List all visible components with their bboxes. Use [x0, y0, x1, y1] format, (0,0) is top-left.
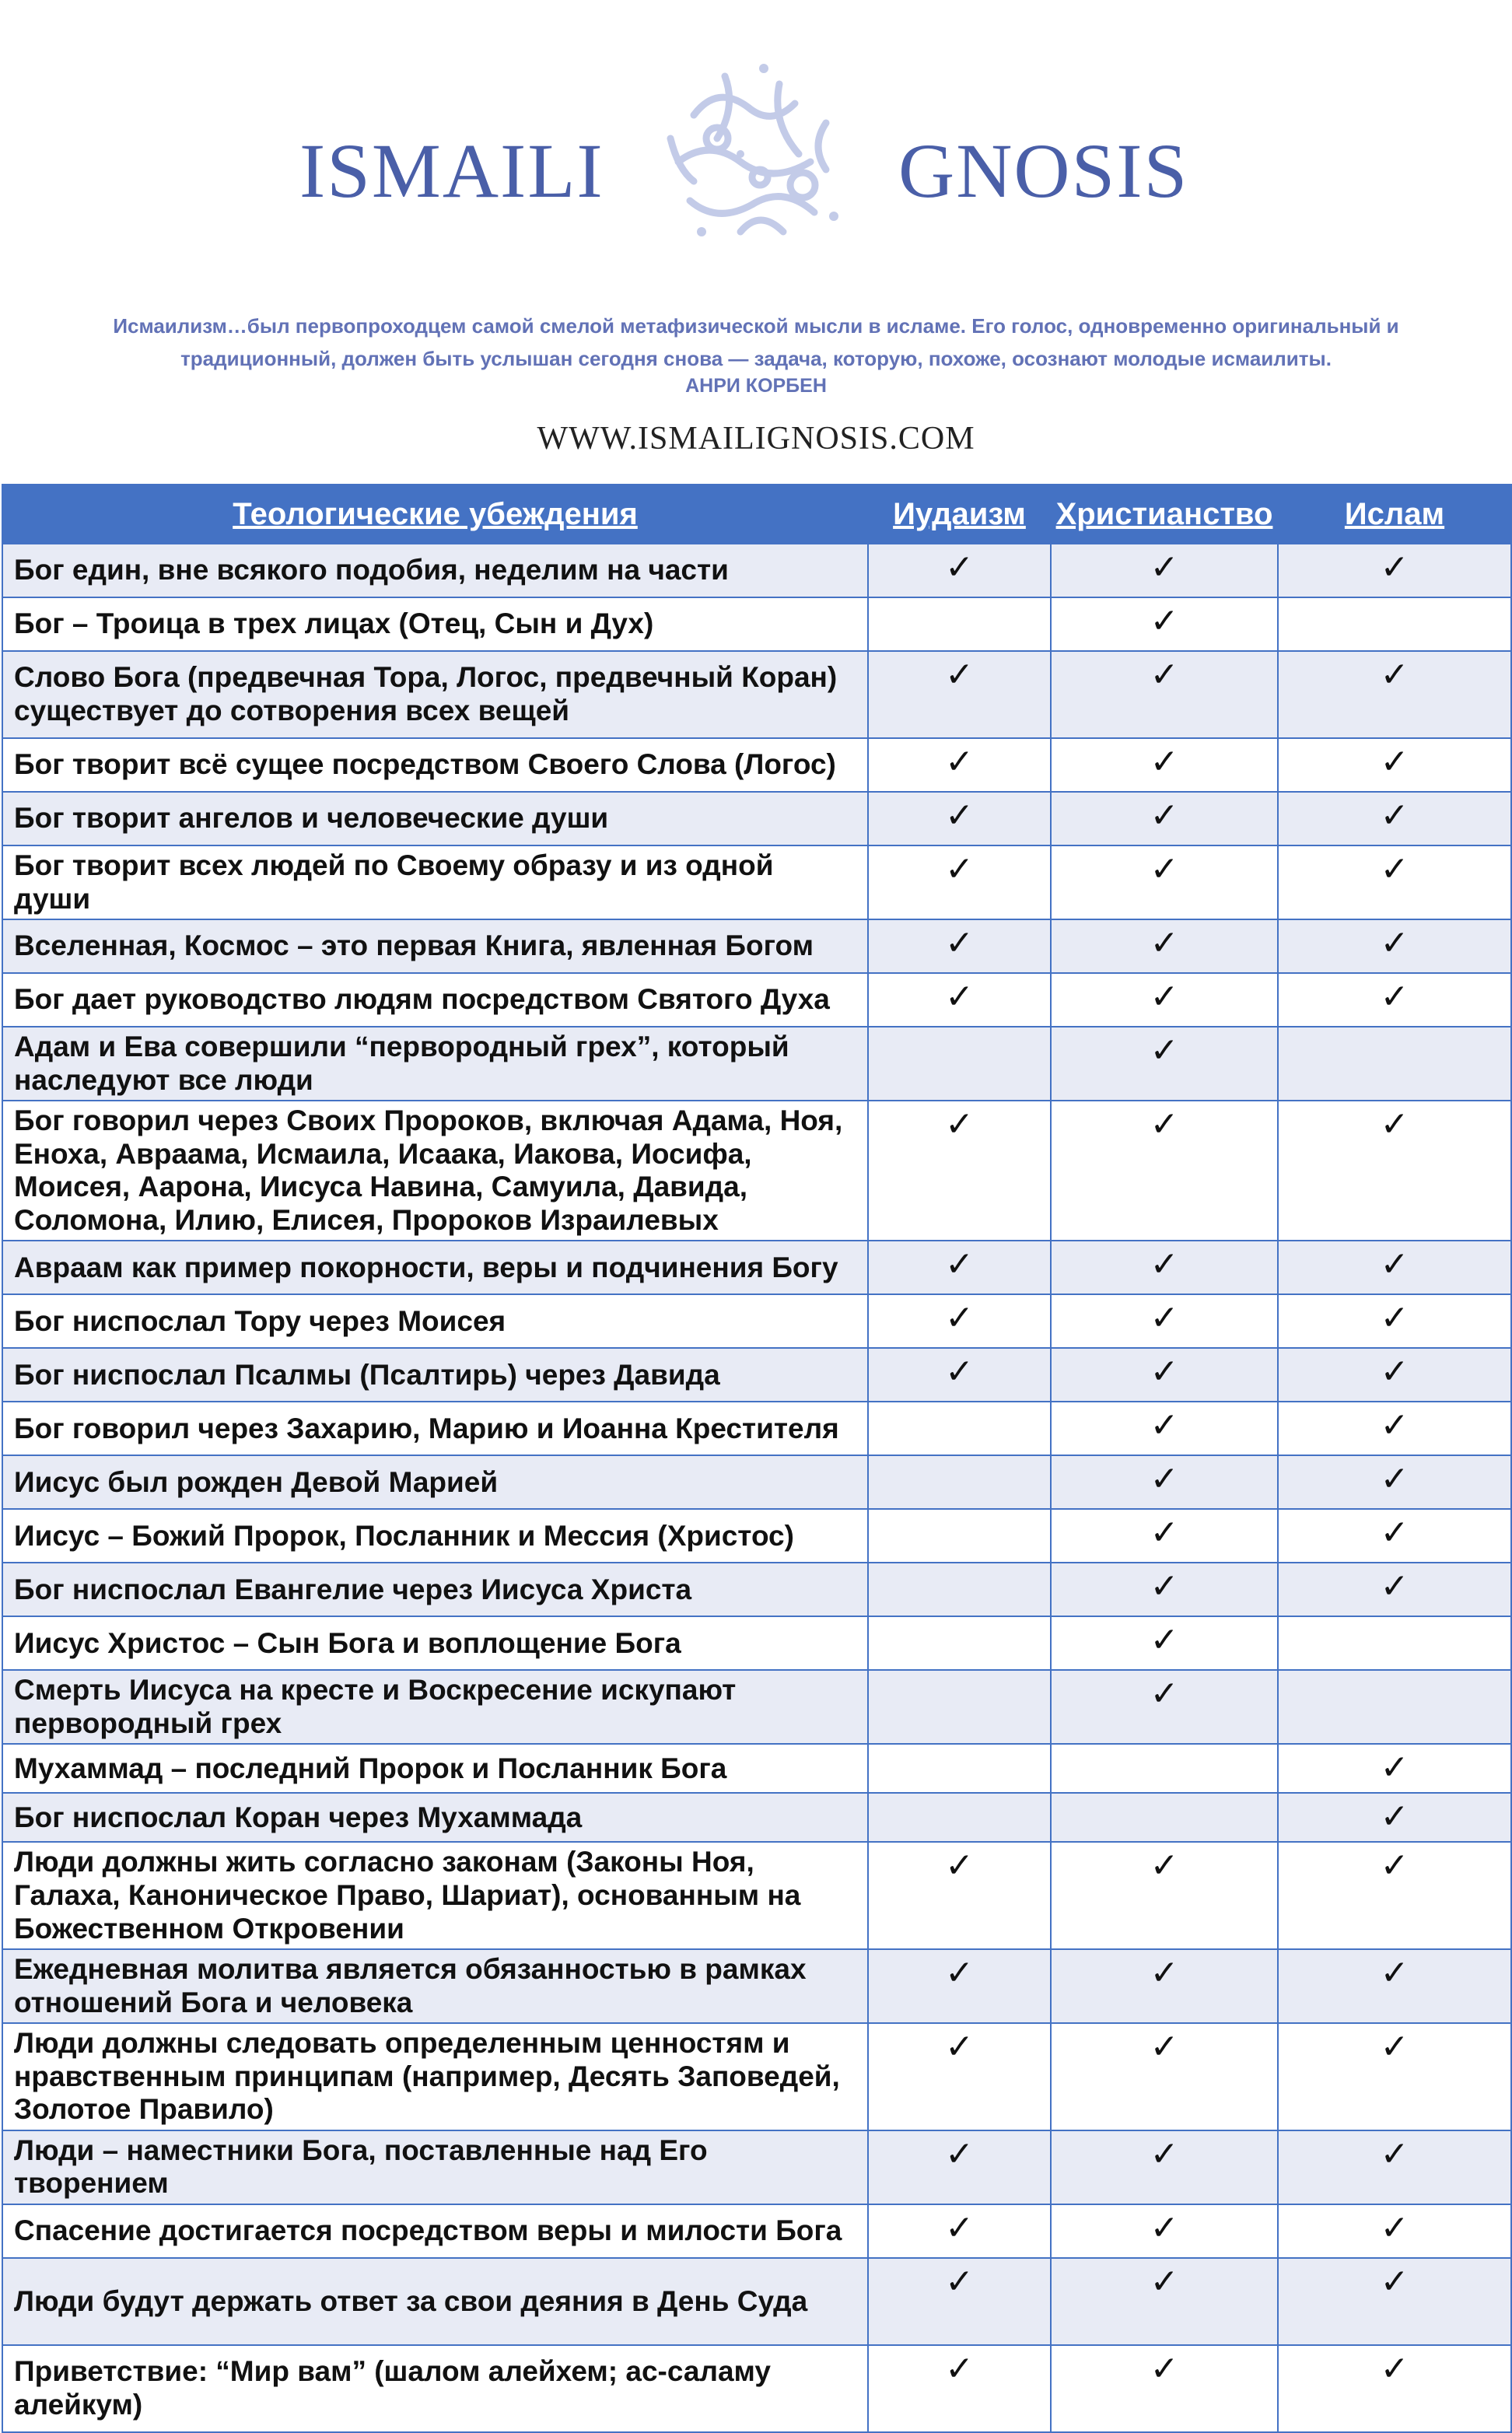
table-row: [2, 1949, 1511, 2023]
judaism-cell: [868, 1670, 1051, 1744]
table-row: [2, 973, 1511, 1027]
judaism-cell: [868, 1616, 1051, 1670]
checkmark-icon: ✓: [1380, 655, 1409, 695]
table-row: [2, 1793, 1511, 1842]
checkmark-icon: ✓: [1150, 2207, 1179, 2248]
belief-cell: Иисус – Божий Пророк, Посланник и Мессия (Христос): [2, 1509, 868, 1563]
judaism-cell: [868, 597, 1051, 651]
checkmark-icon: ✓: [1380, 548, 1409, 587]
checkmark-icon: ✓: [1150, 1567, 1179, 1607]
islam-cell: [1278, 1294, 1511, 1348]
checkmark-icon: ✓: [945, 548, 974, 587]
christianity-cell: [1051, 1793, 1278, 1842]
checkmark-icon: ✓: [1150, 2348, 1179, 2389]
table-row: [2, 1027, 1511, 1101]
christianity-cell: [1051, 1509, 1278, 1563]
belief-cell: Люди будут держать ответ за свои деяния в День Суда: [2, 2258, 868, 2345]
judaism-cell: [868, 651, 1051, 738]
christianity-cell: [1051, 973, 1278, 1027]
christianity-cell: [1051, 1744, 1278, 1793]
table-row: [2, 544, 1511, 597]
checkmark-icon: ✓: [1380, 742, 1409, 782]
judaism-cell: [868, 1793, 1051, 1842]
islam-cell: [1278, 651, 1511, 738]
checkmark-icon: ✓: [1380, 2348, 1409, 2389]
table-row: [2, 1294, 1511, 1348]
belief-cell: Ежедневная молитва является обязанностью в рамках отношений Бога и человека: [2, 1949, 868, 2023]
checkmark-icon: ✓: [1150, 1104, 1179, 1145]
islam-cell: [1278, 1842, 1511, 1949]
checkmark-icon: ✓: [945, 2261, 974, 2302]
belief-cell: Бог дает руководство людям посредством Святого Духа: [2, 973, 868, 1027]
islam-cell: [1278, 2204, 1511, 2258]
checkmark-icon: ✓: [1150, 977, 1179, 1017]
header-beliefs: Теологические убеждения: [2, 485, 868, 544]
table-row: [2, 1241, 1511, 1294]
judaism-cell: [868, 1563, 1051, 1616]
belief-cell: Бог ниспослал Коран через Мухаммада: [2, 1793, 868, 1842]
christianity-cell: [1051, 2258, 1278, 2345]
islam-cell: [1278, 1101, 1511, 1241]
checkmark-icon: ✓: [1380, 1953, 1409, 1994]
checkmark-icon: ✓: [1380, 1846, 1409, 1886]
checkmark-icon: ✓: [1380, 923, 1409, 964]
checkmark-icon: ✓: [945, 2348, 974, 2389]
checkmark-icon: ✓: [1150, 1459, 1179, 1500]
table-row: [2, 2130, 1511, 2204]
table-body: [2, 544, 1511, 2432]
judaism-cell: [868, 919, 1051, 973]
corbin-quote: [93, 310, 1419, 375]
judaism-cell: [868, 973, 1051, 1027]
islam-cell: [1278, 1563, 1511, 1616]
belief-cell: Спасение достигается посредством веры и милости Бога: [2, 2204, 868, 2258]
checkmark-icon: ✓: [1150, 601, 1179, 641]
islam-cell: [1278, 919, 1511, 973]
judaism-cell: [868, 1842, 1051, 1949]
checkmark-icon: ✓: [1380, 2207, 1409, 2248]
belief-cell: Бог творит всё сущее посредством Своего Слова (Логос): [2, 738, 868, 792]
judaism-cell: [868, 2204, 1051, 2258]
christianity-cell: [1051, 1455, 1278, 1509]
islam-cell: [1278, 1744, 1511, 1793]
checkmark-icon: ✓: [945, 796, 974, 835]
checkmark-icon: ✓: [1380, 1298, 1409, 1339]
islam-cell: [1278, 738, 1511, 792]
checkmark-icon: ✓: [1380, 2261, 1409, 2302]
table-row: [2, 1348, 1511, 1402]
checkmark-icon: ✓: [1150, 1406, 1179, 1446]
belief-cell: Бог ниспослал Евангелие через Иисуса Христа: [2, 1563, 868, 1616]
judaism-cell: [868, 2023, 1051, 2130]
judaism-cell: [868, 845, 1051, 919]
checkmark-icon: ✓: [1150, 1352, 1179, 1392]
header-judaism: Иудаизм: [868, 485, 1051, 544]
islam-cell: [1278, 792, 1511, 845]
islam-cell: [1278, 2345, 1511, 2432]
checkmark-icon: ✓: [945, 923, 974, 964]
checkmark-icon: ✓: [1150, 1298, 1179, 1339]
table-row: [2, 2023, 1511, 2130]
checkmark-icon: ✓: [1380, 977, 1409, 1017]
checkmark-icon: ✓: [945, 655, 974, 695]
islam-cell: [1278, 1949, 1511, 2023]
judaism-cell: [868, 792, 1051, 845]
christianity-cell: [1051, 1027, 1278, 1101]
table-row: [2, 651, 1511, 738]
judaism-cell: [868, 1027, 1051, 1101]
christianity-cell: [1051, 1670, 1278, 1744]
christianity-cell: [1051, 597, 1278, 651]
quote-line-2: традиционный, должен быть услышан сегодня снова — задача, которую, похоже, осознают молодые исмаилиты.: [180, 347, 1332, 370]
checkmark-icon: ✓: [1150, 655, 1179, 695]
table-row: [2, 845, 1511, 919]
checkmark-icon: ✓: [1150, 1953, 1179, 1994]
judaism-cell: [868, 544, 1051, 597]
checkmark-icon: ✓: [1150, 742, 1179, 782]
header-christianity: Христианство: [1051, 485, 1278, 544]
belief-cell: Иисус был рожден Девой Марией: [2, 1455, 868, 1509]
table-row: [2, 1101, 1511, 1241]
checkmark-icon: ✓: [1150, 849, 1179, 889]
checkmark-icon: ✓: [945, 742, 974, 782]
belief-cell: Бог творит ангелов и человеческие души: [2, 792, 868, 845]
checkmark-icon: ✓: [945, 2134, 974, 2174]
checkmark-icon: ✓: [1150, 2134, 1179, 2174]
islam-cell: [1278, 597, 1511, 651]
checkmark-icon: ✓: [945, 1953, 974, 1994]
checkmark-icon: ✓: [1380, 1567, 1409, 1607]
checkmark-icon: ✓: [1150, 796, 1179, 835]
website-link[interactable]: WWW.ISMAILIGNOSIS.COM: [537, 421, 975, 457]
brand-gnosis: GNOSIS: [898, 128, 1189, 214]
christianity-cell: [1051, 792, 1278, 845]
quote-line-1: Исмаилизм…был первопроходцем самой смелой метафизической мысли в исламе. Его голос, одновременно оригинальный и: [113, 314, 1399, 338]
belief-cell: Мухаммад – последний Пророк и Посланник Бога: [2, 1744, 868, 1793]
islam-cell: [1278, 1509, 1511, 1563]
christianity-cell: [1051, 1563, 1278, 1616]
judaism-cell: [868, 1101, 1051, 1241]
christianity-cell: [1051, 1241, 1278, 1294]
quote-author: АНРИ КОРБЕН: [685, 375, 827, 397]
checkmark-icon: ✓: [1150, 2027, 1179, 2067]
islam-cell: [1278, 1793, 1511, 1842]
table-row: [2, 1455, 1511, 1509]
islam-cell: [1278, 2023, 1511, 2130]
belief-cell: Бог говорил через Захарию, Марию и Иоанна Крестителя: [2, 1402, 868, 1455]
belief-cell: Бог творит всех людей по Своему образу и из одной души: [2, 845, 868, 919]
islam-cell: [1278, 1402, 1511, 1455]
table-row: [2, 792, 1511, 845]
checkmark-icon: ✓: [1150, 1620, 1179, 1661]
judaism-cell: [868, 1241, 1051, 1294]
christianity-cell: [1051, 738, 1278, 792]
checkmark-icon: ✓: [1380, 1513, 1409, 1553]
christianity-cell: [1051, 2023, 1278, 2130]
christianity-cell: [1051, 1949, 1278, 2023]
checkmark-icon: ✓: [1150, 548, 1179, 587]
table-header-row: [2, 485, 1511, 544]
belief-cell: Люди – наместники Бога, поставленные над Его творением: [2, 2130, 868, 2204]
checkmark-icon: ✓: [1150, 1245, 1179, 1285]
christianity-cell: [1051, 919, 1278, 973]
table-row: [2, 1670, 1511, 1744]
checkmark-icon: ✓: [945, 849, 974, 889]
islam-cell: [1278, 1241, 1511, 1294]
checkmark-icon: ✓: [945, 1245, 974, 1285]
belief-cell: Бог – Троица в трех лицах (Отец, Сын и Дух): [2, 597, 868, 651]
belief-cell: Бог ниспослал Псалмы (Псалтирь) через Давида: [2, 1348, 868, 1402]
judaism-cell: [868, 1455, 1051, 1509]
checkmark-icon: ✓: [1380, 2134, 1409, 2174]
christianity-cell: [1051, 1294, 1278, 1348]
table-row: [2, 597, 1511, 651]
checkmark-icon: ✓: [945, 1352, 974, 1392]
judaism-cell: [868, 1294, 1051, 1348]
belief-cell: Приветствие: “Мир вам” (шалом алейхем; ас-саламу алейкум): [2, 2345, 868, 2432]
belief-cell: Люди должны следовать определенным ценностям и нравственным принципам (например, Десять Заповедей, Золотое Правило): [2, 2023, 868, 2130]
belief-cell: Бог един, вне всякого подобия, неделим на части: [2, 544, 868, 597]
belief-cell: Слово Бога (предвечная Тора, Логос, предвечный Коран) существует до сотворения всех вещей: [2, 651, 868, 738]
checkmark-icon: ✓: [1380, 1797, 1409, 1837]
checkmark-icon: ✓: [945, 1298, 974, 1339]
table-row: [2, 2258, 1511, 2345]
checkmark-icon: ✓: [1150, 1031, 1179, 1071]
christianity-cell: [1051, 1348, 1278, 1402]
checkmark-icon: ✓: [945, 2027, 974, 2067]
judaism-cell: [868, 1348, 1051, 1402]
islam-cell: [1278, 2130, 1511, 2204]
belief-cell: Вселенная, Космос – это первая Книга, явленная Богом: [2, 919, 868, 973]
checkmark-icon: ✓: [1150, 1846, 1179, 1886]
islam-cell: [1278, 1670, 1511, 1744]
beliefs-comparison-table: [2, 484, 1512, 2433]
christianity-cell: [1051, 2130, 1278, 2204]
christianity-cell: [1051, 1842, 1278, 1949]
checkmark-icon: ✓: [945, 2207, 974, 2248]
islam-cell: [1278, 1455, 1511, 1509]
checkmark-icon: ✓: [1150, 923, 1179, 964]
islam-cell: [1278, 1348, 1511, 1402]
table-row: [2, 1744, 1511, 1793]
table-row: [2, 1842, 1511, 1949]
christianity-cell: [1051, 845, 1278, 919]
checkmark-icon: ✓: [945, 1104, 974, 1145]
belief-cell: Бог ниспослал Тору через Моисея: [2, 1294, 868, 1348]
checkmark-icon: ✓: [1380, 1459, 1409, 1500]
judaism-cell: [868, 1509, 1051, 1563]
islam-cell: [1278, 1027, 1511, 1101]
christianity-cell: [1051, 651, 1278, 738]
checkmark-icon: ✓: [1150, 2261, 1179, 2302]
belief-cell: Иисус Христос – Сын Бога и воплощение Бога: [2, 1616, 868, 1670]
table-row: [2, 1563, 1511, 1616]
christianity-cell: [1051, 1101, 1278, 1241]
header-islam: Ислам: [1278, 485, 1511, 544]
brand-ismaili: ISMAILI: [299, 128, 604, 214]
checkmark-icon: ✓: [945, 977, 974, 1017]
islam-cell: [1278, 845, 1511, 919]
islam-cell: [1278, 973, 1511, 1027]
judaism-cell: [868, 2130, 1051, 2204]
islam-cell: [1278, 544, 1511, 597]
judaism-cell: [868, 738, 1051, 792]
checkmark-icon: ✓: [945, 1846, 974, 1886]
islam-cell: [1278, 1616, 1511, 1670]
islam-cell: [1278, 2258, 1511, 2345]
judaism-cell: [868, 1744, 1051, 1793]
christianity-cell: [1051, 2345, 1278, 2432]
checkmark-icon: ✓: [1380, 2027, 1409, 2067]
belief-cell: Авраам как пример покорности, веры и подчинения Богу: [2, 1241, 868, 1294]
page-header: [0, 0, 1512, 482]
checkmark-icon: ✓: [1380, 796, 1409, 835]
christianity-cell: [1051, 2204, 1278, 2258]
checkmark-icon: ✓: [1150, 1513, 1179, 1553]
christianity-cell: [1051, 544, 1278, 597]
calligraphy-logo-icon: [647, 45, 869, 271]
table-row: [2, 919, 1511, 973]
checkmark-icon: ✓: [1380, 849, 1409, 889]
table-row: [2, 2204, 1511, 2258]
judaism-cell: [868, 2258, 1051, 2345]
judaism-cell: [868, 1949, 1051, 2023]
table-row: [2, 738, 1511, 792]
checkmark-icon: ✓: [1380, 1245, 1409, 1285]
belief-cell: Люди должны жить согласно законам (Законы Ноя, Галаха, Каноническое Право, Шариат), основанным на Божественном Откровении: [2, 1842, 868, 1949]
judaism-cell: [868, 1402, 1051, 1455]
checkmark-icon: ✓: [1150, 1674, 1179, 1714]
christianity-cell: [1051, 1616, 1278, 1670]
christianity-cell: [1051, 1402, 1278, 1455]
checkmark-icon: ✓: [1380, 1104, 1409, 1145]
table-row: [2, 1509, 1511, 1563]
belief-cell: Бог говорил через Своих Пророков, включая Адама, Ноя, Еноха, Авраама, Исмаила, Исаака, Иакова, Иосифа, Моисея, Аарона, Иисуса Навина, Самуила, Давида, Соломона, Илию, Елисея, Пророков Израилевых: [2, 1101, 868, 1241]
judaism-cell: [868, 2345, 1051, 2432]
belief-cell: Адам и Ева совершили “первородный грех”, который наследуют все люди: [2, 1027, 868, 1101]
belief-cell: Смерть Иисуса на кресте и Воскресение искупают первородный грех: [2, 1670, 868, 1744]
checkmark-icon: ✓: [1380, 1748, 1409, 1788]
table-row: [2, 2345, 1511, 2432]
checkmark-icon: ✓: [1380, 1352, 1409, 1392]
checkmark-icon: ✓: [1380, 1406, 1409, 1446]
table-row: [2, 1616, 1511, 1670]
table-row: [2, 1402, 1511, 1455]
